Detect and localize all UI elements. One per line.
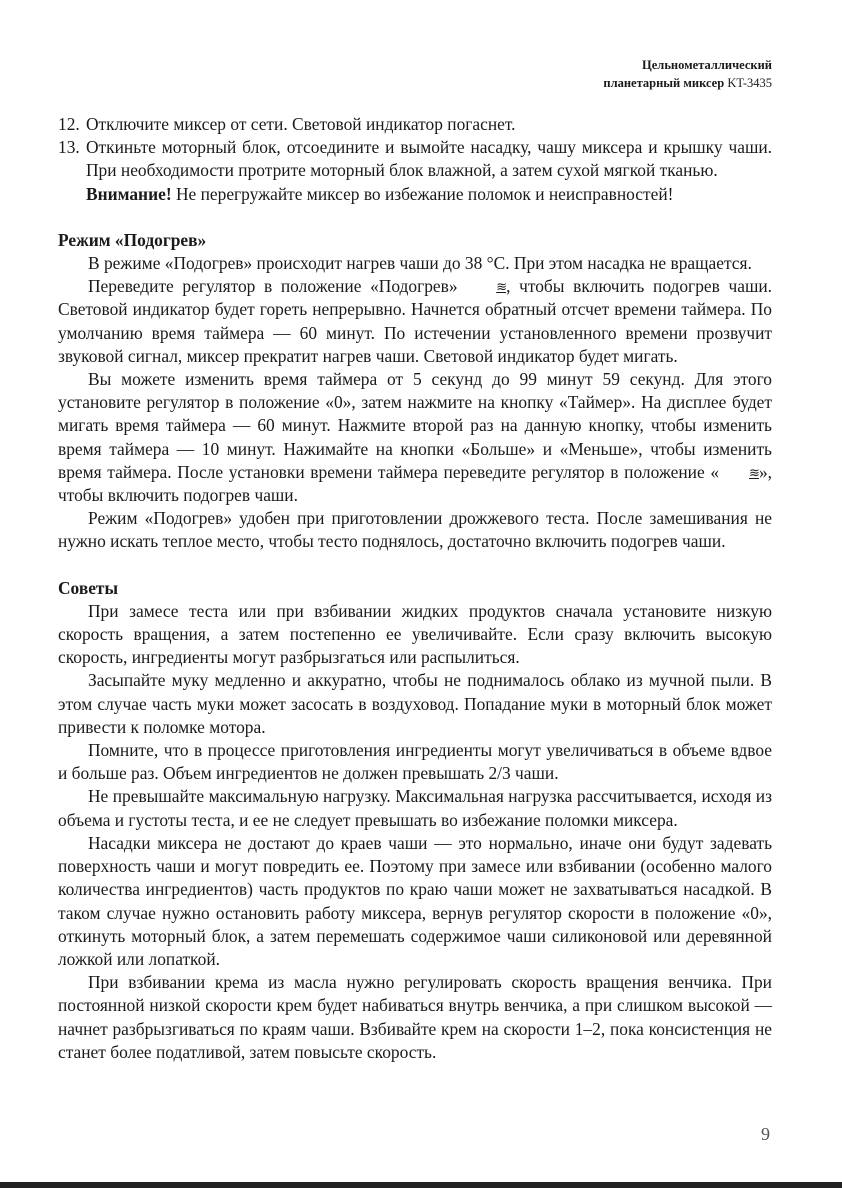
tips-paragraph: Помните, что в процессе приготовления ингредиенты могут увеличиваться в объеме вдвое и больше раз. Объем ингредиентов не должен превышать 2/3 чаши. xyxy=(58,740,772,784)
tips-paragraph: При взбивании крема из масла нужно регулировать скорость вращения венчика. При постоянной низкой скорости крем будет набиваться внутрь венчика, а при слишком высокой — начнет разбрызгиваться по краям чаши. Взбивайте крем на скорости 1–2, пока консистенция не станет более податливой, затем повысьте скорость. xyxy=(58,972,772,1062)
heat-icon: ≋ xyxy=(496,279,507,295)
heating-paragraph-2: Переведите регулятор в положение «Подогрев» ≋, чтобы включить подогрев чаши. Световой индикатор будет гореть непрерывно. Начнется обратный отсчет времени таймера. По умолчанию время таймера — 60 минут. По истечении установленного времени прозвучит звуковой сигнал, миксер прекратит нагрев чаши. Световой индикатор будет мигать. xyxy=(58,276,772,366)
page-header xyxy=(603,56,772,92)
step-number: 12. xyxy=(58,114,80,134)
step-number: 13. xyxy=(58,137,80,158)
page-content xyxy=(58,113,772,1064)
warning-note xyxy=(58,183,772,206)
tips-paragraph: Не превышайте максимальную нагрузку. Максимальная нагрузка рассчитывается, исходя из объема и густоты теста, и ее не следует превышать во избежание поломки миксера. xyxy=(58,786,772,830)
heat-icon: ≋ xyxy=(749,464,759,480)
heating-paragraph-4: Режим «Подогрев» удобен при приготовлении дрожжевого теста. После замешивания не нужно искать теплое место, чтобы тесто поднялось, достаточно включить подогрев чаши. xyxy=(58,508,772,552)
header-line1: Цельнометаллический xyxy=(642,58,772,72)
heating-title: Режим «Подогрев» xyxy=(58,229,207,250)
tips-paragraph: Насадки миксера не достают до краев чаши — это нормально, иначе они будут задевать поверхность чаши и могут повредить ее. Поэтому при замесе или взбивании (особенно малого количества ингредиентов) часть продуктов по краю чаши может не захватываться насадкой. В таком случае нужно остановить работу миксера, вернув регулятор скорости в положение «0», откинуть моторный блок, а затем перемешать содержимое чаши силиконовой или деревянной ложкой или лопаткой. xyxy=(58,832,772,969)
header-model: KT-3435 xyxy=(727,76,772,90)
step-text: Отключите миксер от сети. Световой индикатор погаснет. xyxy=(86,114,516,134)
step-13 xyxy=(58,136,772,182)
step-text: Откиньте моторный блок, отсоедините и вымойте насадку, чашу миксера и крышку чаши. При необходимости протрите моторный блок влажной, а затем сухой мягкой тканью. xyxy=(86,137,772,181)
heating-paragraph-3: Вы можете изменить время таймера от 5 секунд до 99 минут 59 секунд. Для этого установите регулятор в положение «0», затем нажмите на кнопку «Таймер». На дисплее будет мигать время таймера — 60 минут. Нажмите второй раз на данную кнопку, чтобы изменить время таймера — 10 минут. Нажимайте на кнопки «Больше» и «Меньше», чтобы изменить время таймера. После установки времени таймера переведите регулятор в положение « ≋», чтобы включить подогрев чаши. xyxy=(58,369,772,506)
warning-label: Внимание! xyxy=(86,183,172,204)
heating-paragraph-1: В режиме «Подогрев» происходит нагрев чаши до 38 °C. При этом насадка не вращается. xyxy=(88,253,752,274)
header-line2: планетарный миксер xyxy=(603,76,725,90)
tips-title: Советы xyxy=(58,577,119,598)
page-number: 9 xyxy=(761,1124,770,1144)
step-12 xyxy=(58,113,772,136)
bottom-rule xyxy=(0,1182,842,1188)
warning-text: Не перегружайте миксер во избежание поломок и неисправностей! xyxy=(171,183,674,204)
tips-paragraph: Засыпайте муку медленно и аккуратно, чтобы не поднималось облако из мучной пыли. В этом случае часть муки может засосать в воздуховод. Попадание муки в моторный блок может привести к поломке мотора. xyxy=(58,670,772,737)
tips-paragraph: При замесе теста или при взбивании жидких продуктов сначала установите низкую скорость вращения, а затем постепенно ее увеличивайте. Если сразу включить высокую скорость, ингредиенты могут разбрызгаться или распылиться. xyxy=(58,600,772,668)
